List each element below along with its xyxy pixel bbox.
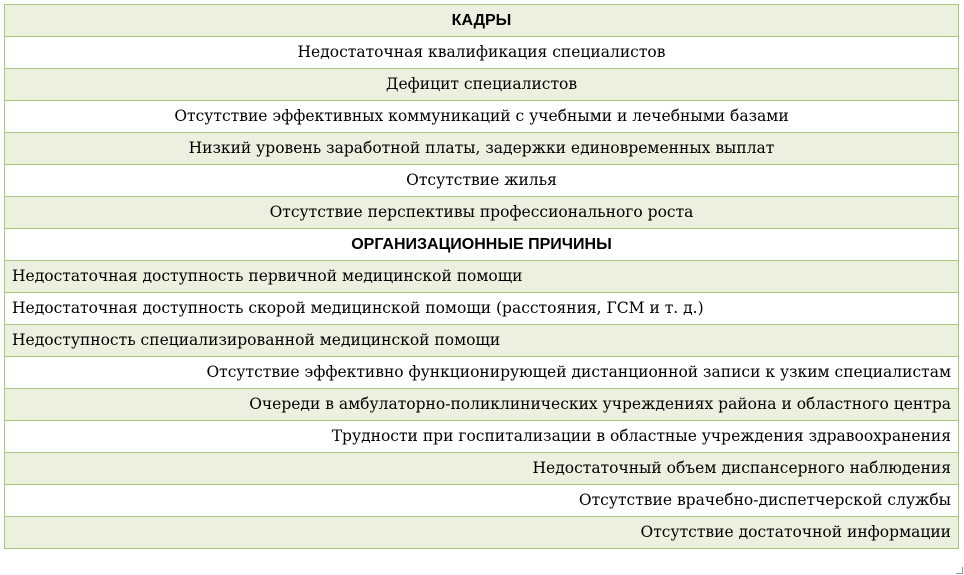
table-row: [5, 261, 959, 293]
table-cell: Дефицит специалистов: [5, 69, 959, 101]
table-row: [5, 453, 959, 485]
table-cell: Недостаточная доступность скорой медицинской помощи (расстояния, ГСМ и т. д.): [5, 293, 959, 325]
table-row: [5, 421, 959, 453]
table-cell: Недостаточная квалификация специалистов: [5, 37, 959, 69]
problems-table: [4, 4, 959, 549]
table-row: [5, 101, 959, 133]
table-row: [5, 165, 959, 197]
table-row: [5, 325, 959, 357]
table-cell: Недостаточный объем диспансерного наблюдения: [5, 453, 959, 485]
table-row: [5, 133, 959, 165]
section-header-cell: ОРГАНИЗАЦИОННЫЕ ПРИЧИНЫ: [5, 229, 959, 261]
table-cell: Отсутствие жилья: [5, 165, 959, 197]
table-cell: Отсутствие перспективы профессионального роста: [5, 197, 959, 229]
resize-corner-icon: [956, 567, 963, 574]
table-cell: Отсутствие врачебно-диспетчерской службы: [5, 485, 959, 517]
table-cell: Отсутствие эффективно функционирующей дистанционной записи к узким специалистам: [5, 357, 959, 389]
table-cell: Отсутствие достаточной информации: [5, 517, 959, 549]
table-row: [5, 293, 959, 325]
section-header-row: [5, 5, 959, 37]
table-row: [5, 69, 959, 101]
table-cell: Трудности при госпитализации в областные учреждения здравоохранения: [5, 421, 959, 453]
table-row: [5, 485, 959, 517]
table-row: [5, 37, 959, 69]
table-cell: Недоступность специализированной медицинской помощи: [5, 325, 959, 357]
section-header-cell: КАДРЫ: [5, 5, 959, 37]
table-cell: Отсутствие эффективных коммуникаций с учебными и лечебными базами: [5, 101, 959, 133]
table-row: [5, 389, 959, 421]
table-cell: Недостаточная доступность первичной медицинской помощи: [5, 261, 959, 293]
table-cell: Низкий уровень заработной платы, задержки единовременных выплат: [5, 133, 959, 165]
table-row: [5, 517, 959, 549]
table-row: [5, 357, 959, 389]
table-row: [5, 197, 959, 229]
problems-table-body: [5, 5, 959, 549]
table-cell: Очереди в амбулаторно-поликлинических учреждениях района и областного центра: [5, 389, 959, 421]
section-header-row: [5, 229, 959, 261]
